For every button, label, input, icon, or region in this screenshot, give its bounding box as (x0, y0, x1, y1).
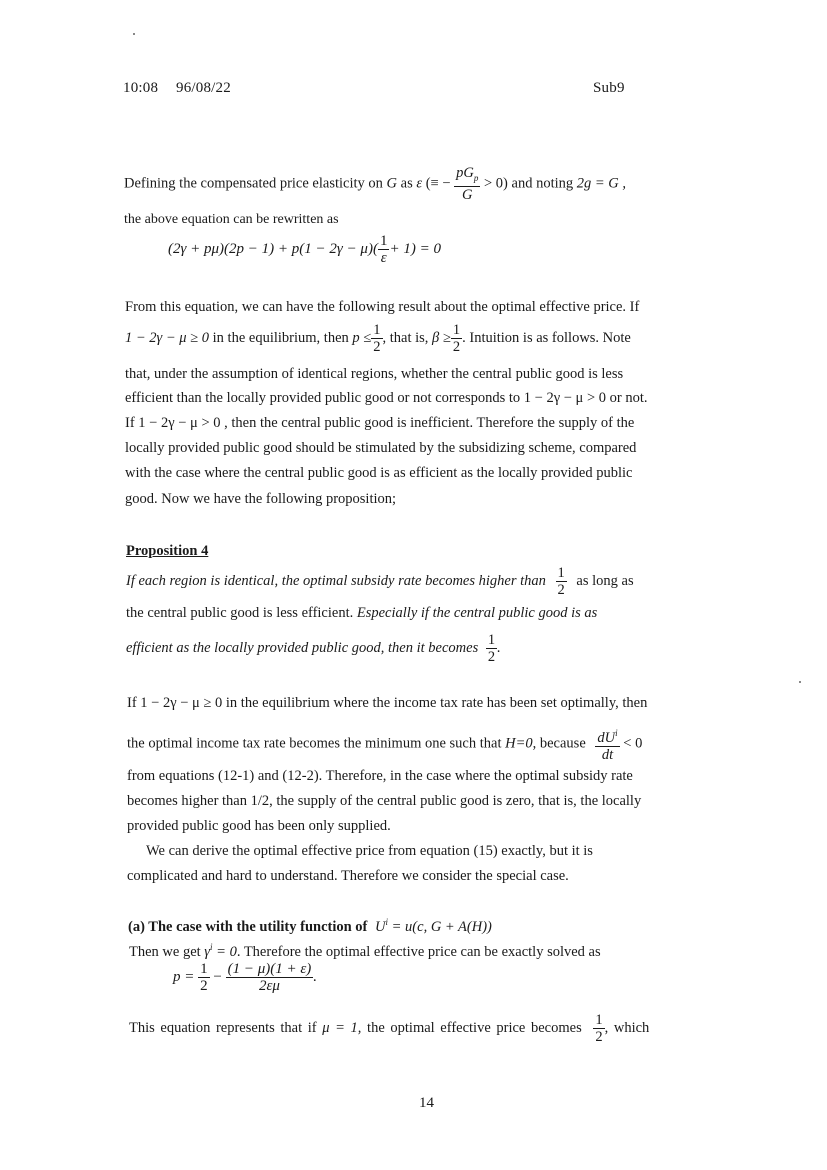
scan-speck (133, 33, 135, 35)
gamma-zero (204, 944, 237, 960)
math-operator: − (213, 968, 222, 985)
text-run: as long as (576, 572, 634, 589)
fraction-denominator: 2 (595, 1029, 603, 1045)
para2-line6: locally provided public good should be stimulated by the subsidizing scheme, compared (125, 440, 637, 456)
fraction-numerator: 1 (487, 632, 496, 648)
text-run: Then we get (129, 943, 201, 960)
para3-line5: provided public good has been only supplied. (127, 818, 391, 834)
text-run: the optimal income tax rate becomes the minimum one such that (127, 735, 502, 752)
math-subscript: p (473, 172, 479, 183)
optimal-price-equation (173, 961, 317, 994)
fraction-denominator: 2 (373, 339, 381, 355)
text-run: , which (604, 1019, 650, 1036)
math-run: μ = 1, (322, 1019, 362, 1036)
fraction-numerator: 1 (373, 322, 381, 338)
header-date: 96/08/22 (176, 80, 231, 96)
one-half-fraction (486, 632, 497, 665)
scan-speck (799, 681, 801, 683)
proposition-line2 (126, 601, 597, 627)
text-run: Defining the compensated price elasticity on (124, 175, 383, 192)
proposition-line1 (126, 565, 634, 598)
text-run: , that is, (382, 329, 429, 346)
math-superscript: i (615, 728, 618, 738)
para2-line8: good. Now we have the following proposition; (125, 491, 397, 507)
math-run: . (313, 968, 318, 985)
math-run: p ≤ (352, 329, 372, 346)
math-run: 1 − 2γ − μ ≥ 0 (125, 329, 210, 346)
heading-text: (a) The case with the utility function of (128, 918, 368, 935)
para3-line7: complicated and hard to understand. Therefore we consider the special case. (127, 868, 569, 884)
fraction-denominator: ε (380, 250, 387, 266)
text-run: and noting (511, 175, 574, 192)
price-term-fraction (226, 961, 314, 994)
text-run: . (497, 639, 501, 656)
fraction-denominator: dt (601, 746, 614, 763)
fraction-numerator: 1 (200, 961, 208, 977)
fraction-numerator (454, 165, 480, 187)
one-half-fraction (451, 322, 462, 355)
fraction-denominator: 2 (557, 582, 565, 598)
text-run: . Therefore the optimal effective price can be exactly solved as (236, 943, 601, 960)
text-run: as (400, 175, 413, 192)
proposition-line3 (126, 632, 501, 665)
math-run: < 0 (623, 735, 643, 752)
para2-line1: From this equation, we can have the following result about the optimal effective price. If (125, 299, 640, 315)
math-symbol: ε (416, 175, 423, 192)
math-text: γ (204, 943, 211, 960)
para3-line1: If 1 − 2γ − μ ≥ 0 in the equilibrium where the income tax rate has been set optimally, then (127, 695, 648, 711)
text-run: Especially if the central public good is as (356, 605, 598, 621)
para2-line4: efficient than the locally provided public good or not corresponds to 1 − 2γ − μ > 0 or not. (125, 390, 648, 406)
para2-line7: with the case where the central public good is as efficient as the locally provided public (125, 465, 633, 481)
para2-line2 (125, 322, 631, 355)
text-run: efficient as the locally provided public good, then it becomes (126, 639, 479, 656)
para3-line3: from equations (12-1) and (12-2). Therefore, in the case where the optimal subsidy rate (127, 768, 633, 784)
math-superscript: i (210, 942, 213, 952)
page-number: 14 (419, 1095, 434, 1111)
fraction-numerator: (1 − μ)(1 + ε) (227, 961, 312, 977)
text-run: If each region is identical, the optimal subsidy rate becomes higher than (126, 572, 546, 589)
text-run: the central public good is less efficient. (126, 605, 354, 621)
math-text: dU (597, 729, 616, 746)
equation-left: p = (173, 968, 195, 985)
elasticity-definition (124, 165, 626, 203)
math-text: U (375, 918, 386, 935)
fraction-denominator: 2 (200, 978, 208, 994)
text-run: . Intuition is as follows. Note (462, 329, 631, 346)
header-time: 10:08 (123, 80, 159, 96)
equation-right: + 1) = 0 (389, 240, 441, 257)
one-half-fraction (593, 1012, 604, 1045)
math-symbol: G (386, 175, 398, 192)
math-run: H=0 (505, 735, 533, 752)
math-run: (≡ − (425, 175, 451, 192)
rewrite-line: the above equation can be rewritten as (124, 212, 339, 227)
text-run: the optimal effective price becomes (367, 1019, 582, 1036)
price-over-G-fraction (454, 165, 480, 203)
one-over-epsilon-fraction (378, 233, 390, 266)
one-half-fraction (198, 961, 210, 994)
dU-dt-fraction (595, 725, 619, 763)
math-text: pG (456, 165, 474, 181)
para3-line4: becomes higher than 1/2, the supply of the central public good is zero, that is, the locally (127, 793, 642, 809)
math-text: = 0 (216, 943, 237, 960)
math-run: > 0) (484, 175, 508, 192)
equation-left: (2γ + pμ)(2p − 1) + p(1 − 2γ − μ)( (168, 240, 378, 257)
fraction-numerator: 1 (557, 565, 565, 581)
fraction-denominator: 2εμ (258, 978, 280, 994)
para3-line2 (127, 725, 642, 763)
math-run: β ≥ (432, 329, 451, 346)
math-superscript: i (385, 917, 389, 927)
para2-line5: If 1 − 2γ − μ > 0 , then the central public good is inefficient. Therefore the supply of the (125, 415, 635, 431)
proposition-title: Proposition 4 (126, 543, 209, 559)
fraction-numerator: 1 (379, 233, 388, 249)
fraction-denominator: 2 (487, 649, 496, 665)
para3-line6: We can derive the optimal effective price from equation (15) exactly, but it is (146, 843, 593, 859)
header-label: Sub9 (593, 80, 625, 96)
case-a-line3 (129, 1012, 649, 1045)
fraction-denominator: G (462, 186, 473, 203)
fraction-numerator (595, 725, 619, 747)
text-run: , because (532, 735, 586, 752)
one-half-fraction (556, 565, 567, 598)
utility-function (375, 919, 492, 935)
fraction-numerator: 1 (595, 1012, 603, 1028)
math-run: 2g = G , (576, 175, 627, 192)
text-run: This equation represents that if (129, 1019, 317, 1036)
math-text: = u(c, G + A(H)) (391, 918, 492, 935)
para2-line3: that, under the assumption of identical regions, whether the central public good is less (125, 366, 624, 382)
equation-rewritten (168, 233, 441, 266)
text-run: in the equilibrium, then (212, 329, 349, 346)
one-half-fraction (371, 322, 382, 355)
fraction-denominator: 2 (452, 339, 461, 355)
fraction-numerator: 1 (452, 322, 461, 338)
